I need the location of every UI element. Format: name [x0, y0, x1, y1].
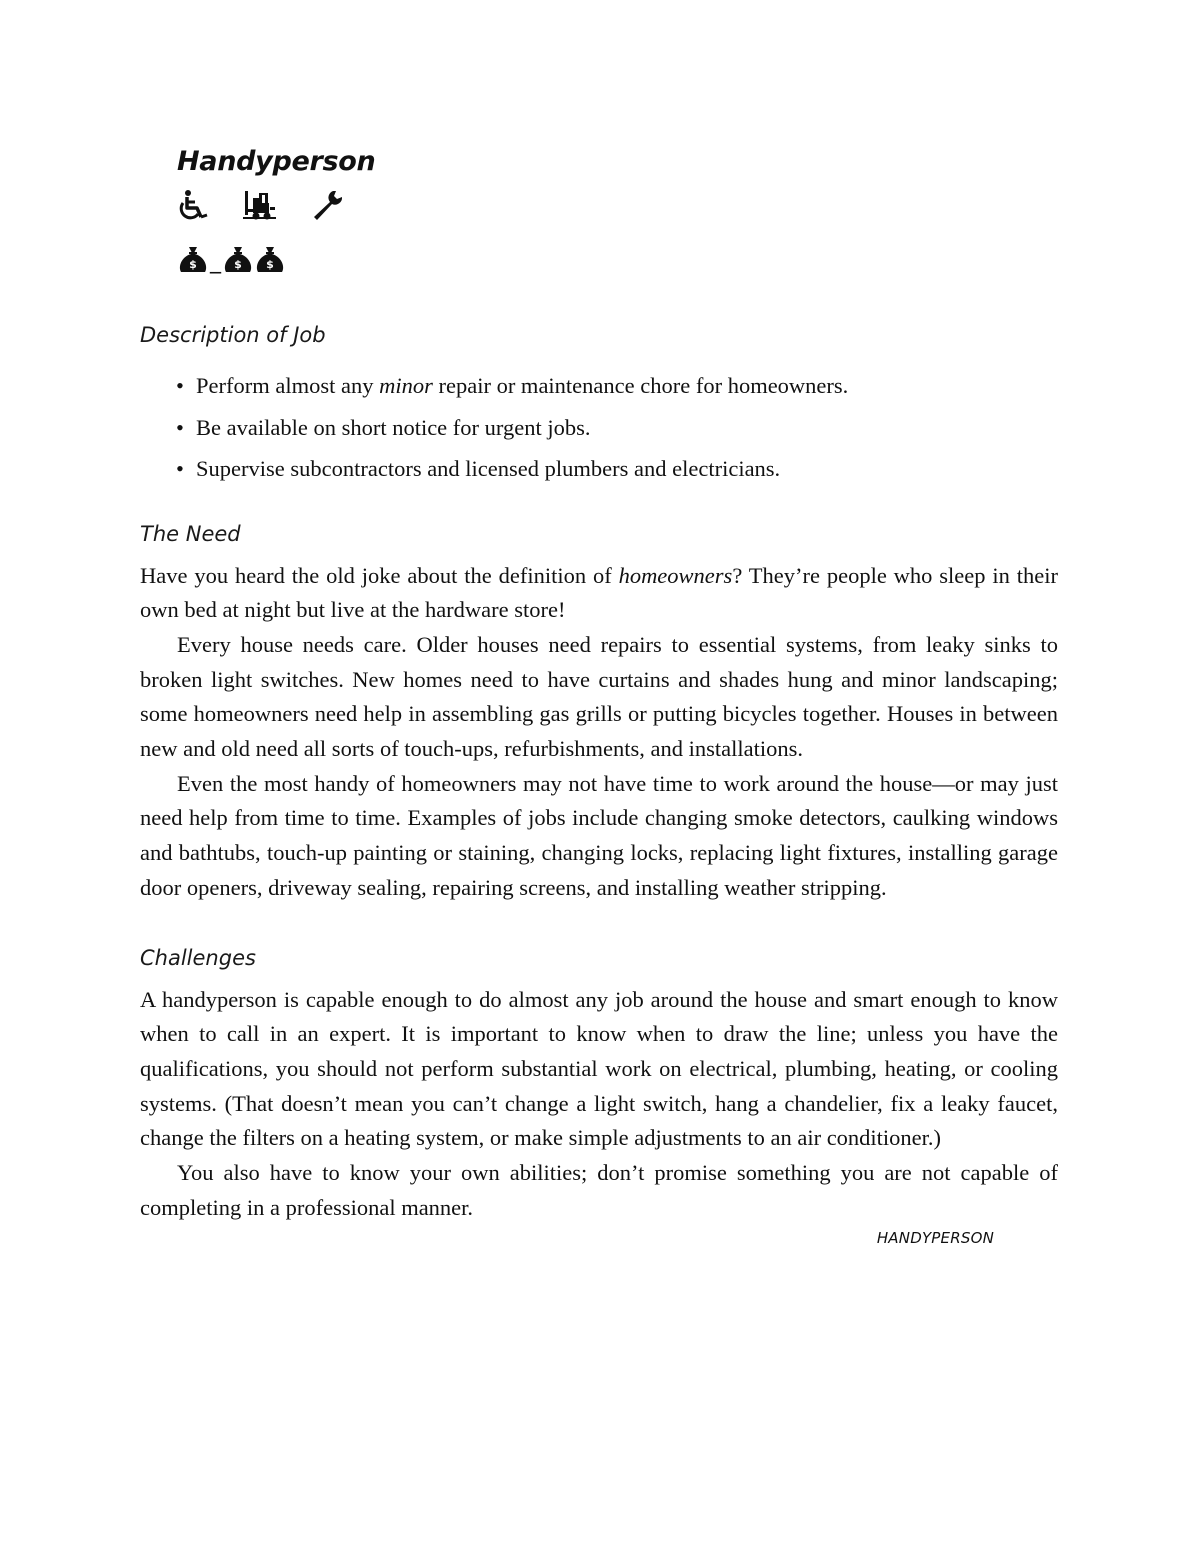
- wheelchair-icon: [177, 189, 211, 221]
- list-item: • Supervise subcontractors and licensed plumbers and electricians.: [176, 448, 1058, 490]
- money-bag-icon: [177, 245, 209, 275]
- list-item: • Be available on short notice for urgent jobs.: [176, 407, 1058, 449]
- cost-icons-row: [177, 243, 1058, 275]
- forklift-icon: [241, 189, 279, 221]
- money-bag-icon: [222, 245, 254, 275]
- need-heading: The Need: [140, 521, 241, 546]
- emphasis-text: homeowners: [618, 562, 733, 588]
- challenges-paragraph-2: You also have to know your own abilities; don’t promise something you are not capable of completing in a professional manner.: [140, 1160, 1058, 1220]
- challenges-paragraph-1: A handyperson is capable enough to do almost any job around the house and smart enough to know when to call in an expert. It is important to know when to draw the line; unless you have the qualifications, you should not perform substantial work on electrical, plumbing, heating, or cooling systems. (That doesn’t mean you can’t change a light switch, hang a chandelier, fix a leaky faucet, change the filters on a heating system, or make simple adjustments to an air conditioner.): [140, 986, 1058, 1151]
- svg-text:$: $: [189, 258, 197, 271]
- page-title: Handyperson: [177, 146, 376, 177]
- svg-text:$: $: [266, 258, 274, 271]
- need-paragraph-1: Have you heard the old joke about the definition of homeowners? They’re people who sleep in their own bed at night but live at the hardware store!: [140, 562, 1058, 623]
- challenges-heading: Challenges: [140, 945, 256, 970]
- description-list: [140, 365, 1058, 490]
- cost-separator: _: [210, 249, 221, 274]
- document-page: [140, 140, 1058, 1247]
- running-footer: HANDYPERSON: [876, 1229, 994, 1248]
- need-paragraph-2: Every house needs care. Older houses need repairs to essential systems, from leaky sinks to broken light switches. New homes need to have curtains and shades hung and minor landscaping; some homeowners need help in assembling gas grills or putting bicycles together. Houses in between new and old need all sorts of touch-ups, refurbishments, and installations.: [140, 631, 1058, 762]
- emphasis-text: minor: [379, 373, 433, 398]
- description-heading: Description of Job: [140, 323, 326, 347]
- svg-text:$: $: [234, 258, 242, 271]
- wrench-icon: [309, 189, 343, 221]
- money-bag-icon: [254, 245, 286, 275]
- list-item: • Perform almost any minor repair or maintenance chore for homeowners.: [176, 365, 1058, 407]
- tool-icons-row: [177, 187, 1058, 221]
- need-paragraph-3: Even the most handy of homeowners may not have time to work around the house—or may just need help from time to time. Examples of jobs include changing smoke detectors, caulking windows and bathtubs, touch-up painting or staining, changing locks, replacing light fixtures, installing garage door openers, driveway sealing, repairing screens, and installing weather stripping.: [140, 770, 1058, 900]
